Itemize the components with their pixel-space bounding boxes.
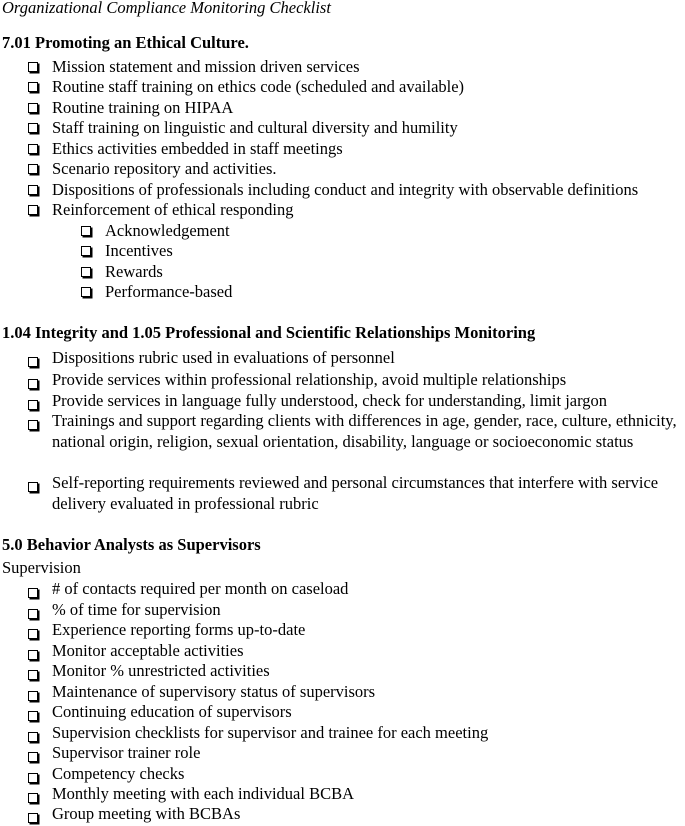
checklist-subitem[interactable]: Performance-based (81, 282, 232, 303)
checklist-subitem[interactable]: Incentives (81, 241, 173, 262)
checklist-item[interactable]: Provide services within professional relationship, avoid multiple relationships (28, 370, 566, 391)
checkbox-icon[interactable] (28, 793, 38, 803)
checkbox-icon[interactable] (28, 650, 38, 660)
checklist-item[interactable]: Routine training on HIPAA (28, 98, 233, 119)
checklist-item[interactable]: Supervisor trainer role (28, 743, 200, 764)
checklist-item[interactable]: Routine staff training on ethics code (scheduled and available) (28, 77, 464, 98)
checklist-subitem[interactable]: Rewards (81, 262, 163, 283)
checklist-item[interactable]: Staff training on linguistic and cultural diversity and humility (28, 118, 458, 139)
checklist-item[interactable]: Reinforcement of ethical responding (28, 200, 293, 221)
checklist-item[interactable]: Supervision checklists for supervisor and trainee for each meeting (28, 723, 488, 744)
checkbox-icon[interactable] (28, 813, 38, 823)
checklist-item[interactable]: Ethics activities embedded in staff meetings (28, 139, 343, 160)
checkbox-icon[interactable] (28, 752, 38, 762)
checkbox-icon[interactable] (28, 609, 38, 619)
checklist-item[interactable]: % of time for supervision (28, 600, 221, 621)
checkbox-icon[interactable] (28, 670, 38, 680)
checklist-subitem[interactable]: Acknowledgement (81, 221, 230, 242)
checkbox-icon[interactable] (28, 62, 38, 72)
checkbox-icon[interactable] (81, 267, 91, 277)
checkbox-icon[interactable] (28, 400, 38, 410)
checklist-item[interactable]: Monitor % unrestricted activities (28, 661, 270, 682)
checklist-item[interactable]: Monthly meeting with each individual BCBA (28, 784, 354, 805)
checkbox-icon[interactable] (81, 226, 91, 236)
checkbox-icon[interactable] (28, 773, 38, 783)
checkbox-icon[interactable] (28, 144, 38, 154)
checkbox-icon[interactable] (28, 103, 38, 113)
checkbox-icon[interactable] (81, 287, 91, 297)
checkbox-icon[interactable] (28, 711, 38, 721)
checklist-item[interactable]: Dispositions rubric used in evaluations of personnel (28, 348, 395, 369)
checkbox-icon[interactable] (28, 205, 38, 215)
checklist-item[interactable]: Continuing education of supervisors (28, 702, 292, 723)
checkbox-icon[interactable] (28, 588, 38, 598)
checkbox-icon[interactable] (28, 629, 38, 639)
checklist-item[interactable]: Experience reporting forms up-to-date (28, 620, 305, 641)
checklist-item[interactable]: Self-reporting requirements reviewed and personal circumstances that interfere with service delivery evaluated in professional rubric (28, 473, 668, 514)
checkbox-icon[interactable] (28, 164, 38, 174)
checklist-item[interactable]: Dispositions of professionals including conduct and integrity with observable definitions (28, 180, 638, 201)
checkbox-icon[interactable] (28, 420, 38, 430)
checkbox-icon[interactable] (28, 691, 38, 701)
checkbox-icon[interactable] (28, 185, 38, 195)
section-heading-ethical-culture: 7.01 Promoting an Ethical Culture. (2, 33, 249, 52)
checklist-item[interactable]: Maintenance of supervisory status of supervisors (28, 682, 375, 703)
section-heading-integrity: 1.04 Integrity and 1.05 Professional and Scientific Relationships Monitoring (2, 323, 536, 342)
checklist-item[interactable]: Monitor acceptable activities (28, 641, 244, 662)
checklist-item[interactable]: Competency checks (28, 764, 184, 785)
checkbox-icon[interactable] (28, 379, 38, 389)
checkbox-icon[interactable] (28, 123, 38, 133)
checklist-item[interactable]: Group meeting with BCBAs (28, 804, 240, 825)
checkbox-icon[interactable] (81, 246, 91, 256)
checklist-item[interactable]: Trainings and support regarding clients with differences in age, gender, race, culture, ethnicity, national origin, religion, sexual orientation, disability, language or socioeconomic status (28, 411, 683, 452)
document-title: Organizational Compliance Monitoring Checklist (2, 0, 331, 17)
checkbox-icon[interactable] (28, 357, 38, 367)
checkbox-icon[interactable] (28, 732, 38, 742)
checklist-item[interactable]: Mission statement and mission driven services (28, 57, 360, 78)
section-heading-supervisors: 5.0 Behavior Analysts as Supervisors (2, 535, 261, 554)
checkbox-icon[interactable] (28, 82, 38, 92)
checkbox-icon[interactable] (28, 482, 38, 492)
checklist-item[interactable]: Scenario repository and activities. (28, 159, 277, 180)
checklist-item[interactable]: # of contacts required per month on caseload (28, 579, 348, 600)
checklist-item[interactable]: Provide services in language fully understood, check for understanding, limit jargon (28, 391, 607, 412)
subheading-supervision: Supervision (2, 558, 81, 577)
